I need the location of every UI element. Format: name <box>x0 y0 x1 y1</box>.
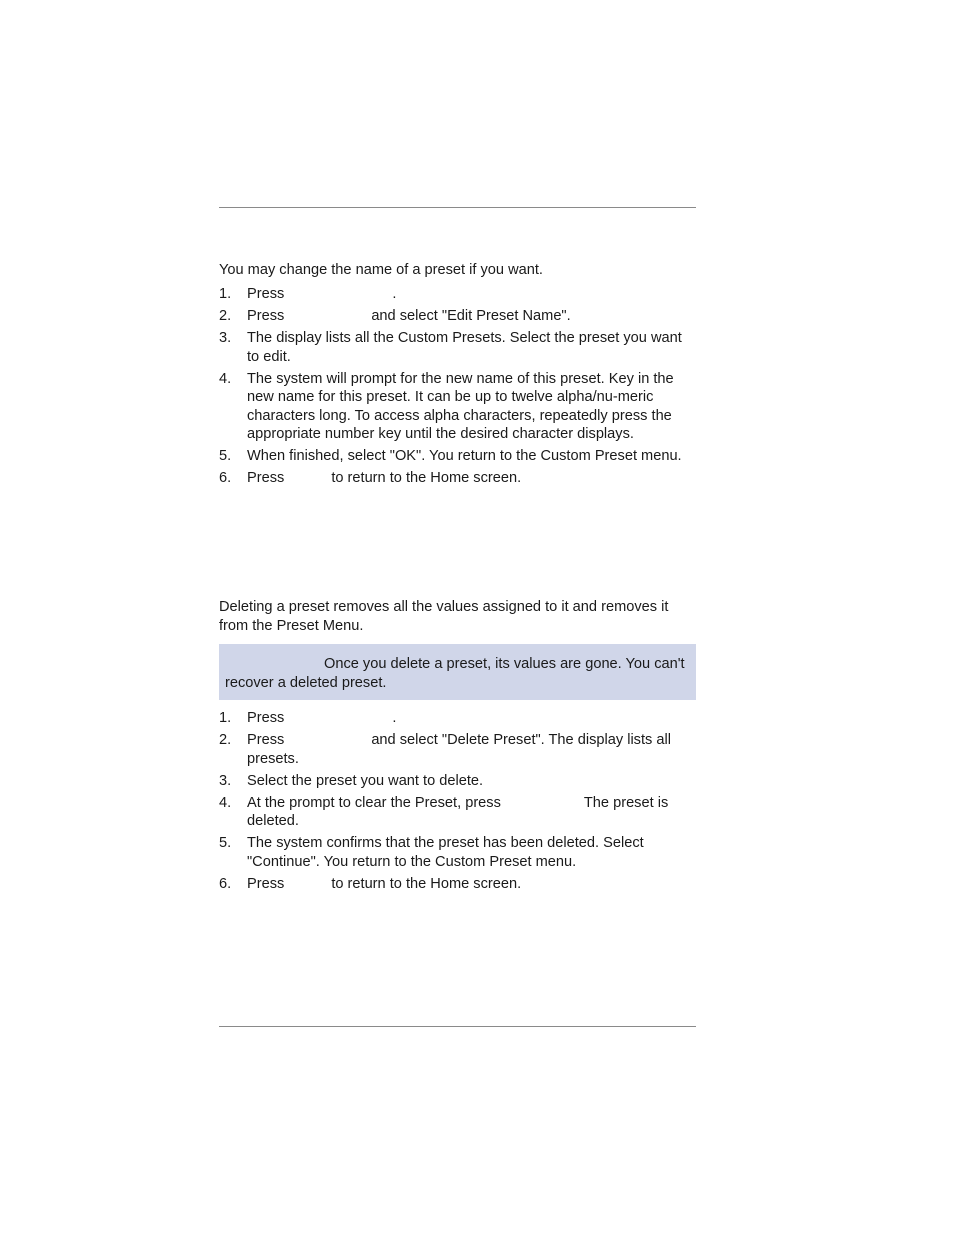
delete-preset-steps <box>219 709 695 897</box>
step-text: Press <box>247 470 285 487</box>
step-number: 2. <box>219 307 232 324</box>
step-text: The display lists all the Custom Presets. Select the preset you want to edit. <box>247 329 682 365</box>
step-text: Press <box>247 731 285 748</box>
step-text: When finished, select "OK". You return to the Custom Preset menu. <box>247 448 682 465</box>
step-text: At the prompt to clear the Preset, press <box>247 794 501 811</box>
list-item <box>219 731 695 768</box>
list-item <box>219 794 695 831</box>
step-number: 1. <box>219 286 232 302</box>
step-number: 6. <box>219 470 232 487</box>
list-item <box>219 875 695 894</box>
step-number: 6. <box>219 875 232 892</box>
list-item <box>219 469 695 488</box>
list-item <box>219 447 695 466</box>
step-text: Select the preset you want to delete. <box>247 772 484 789</box>
step-number: 2. <box>219 731 232 748</box>
step-number: 4. <box>219 794 232 811</box>
edit-preset-steps <box>219 285 695 491</box>
step-text: The system confirms that the preset has been deleted. Select "Continue". You return to the Custom Preset menu. <box>247 835 644 870</box>
step-text: Press <box>247 710 285 726</box>
delete-preset-intro: Deleting a preset removes all the values assigned to it and removes it from the Preset Menu. <box>219 599 669 634</box>
step-number: 1. <box>219 710 232 726</box>
edit-preset-intro: You may change the name of a preset if you want. <box>219 262 543 278</box>
step-text: to return to the Home screen. <box>331 470 522 487</box>
list-item <box>219 834 695 871</box>
step-number: 3. <box>219 772 232 789</box>
list-item <box>219 370 695 444</box>
list-item <box>219 329 695 366</box>
step-text: The preset is deleted. <box>247 794 669 830</box>
warning-note <box>219 644 696 700</box>
list-item <box>219 709 695 728</box>
step-text: Press <box>247 307 285 324</box>
step-text: and select "Delete Preset". The display lists all presets. <box>247 731 671 767</box>
bottom-divider <box>219 1026 696 1027</box>
warning-note-text: Once you delete a preset, its values are gone. You can't recover a deleted preset. <box>225 656 685 691</box>
step-text: Press <box>247 286 285 302</box>
step-text: and select "Edit Preset Name". <box>371 307 571 324</box>
step-text: Press <box>247 875 285 892</box>
step-number: 3. <box>219 329 232 346</box>
list-item <box>219 285 695 304</box>
step-number: 4. <box>219 370 232 387</box>
step-number: 5. <box>219 448 232 465</box>
step-text: to return to the Home screen. <box>331 875 522 892</box>
step-text: The system will prompt for the new name of this preset. Key in the new name for this preset. It can be up to twelve alpha/nu-meric characters long. To access alpha characters, repeatedly press the appropriate number key until the desired character displays. <box>247 370 674 443</box>
step-text: . <box>392 710 397 726</box>
list-item <box>219 307 695 326</box>
step-text: . <box>392 286 397 302</box>
list-item <box>219 772 695 791</box>
top-divider <box>219 207 696 208</box>
step-number: 5. <box>219 835 232 852</box>
